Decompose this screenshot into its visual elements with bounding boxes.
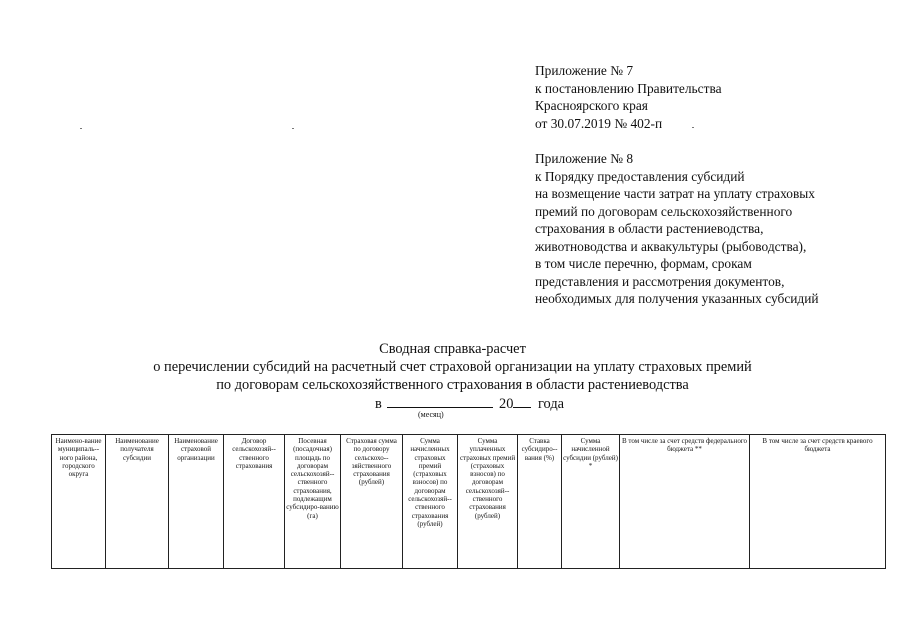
header-regional-budget: В том числе за счет средств краевого бюджета xyxy=(750,435,886,569)
appendix-8-block xyxy=(535,150,895,308)
header-sown-area: Посевная (посадочная) площадь по договорам сельскохозяй-ственного страхования, подлежащим субсидиро-ванию (га) xyxy=(285,435,341,569)
summary-table xyxy=(51,434,886,569)
document-title: Сводная справка-расчет xyxy=(379,341,526,357)
period-line xyxy=(375,394,564,413)
appendix-8-line: на возмещение части затрат на уплату страховых xyxy=(535,186,815,201)
document-subtitle-line-1: о перечислении субсидий на расчетный счет страховой организации на уплату страховых премий xyxy=(153,359,752,375)
period-prefix: в xyxy=(375,396,382,412)
scan-speck xyxy=(80,128,82,129)
header-recipient: Наименование получателя субсидии xyxy=(106,435,169,569)
appendix-8-line: страхования в области растениеводства, xyxy=(535,221,764,236)
appendix-7-line: Красноярского края xyxy=(535,98,648,113)
header-insurer: Наименование страховой организации xyxy=(169,435,224,569)
header-contract: Договор сельскохозяй-ственного страхования xyxy=(224,435,285,569)
month-blank-field[interactable] xyxy=(387,394,493,408)
appendix-8-line: Приложение № 8 xyxy=(535,151,634,166)
appendix-8-line: необходимых для получения указанных субсидий xyxy=(535,291,819,306)
header-federal-budget: В том числе за счет средств федерального бюджета ** xyxy=(620,435,750,569)
month-hint: (месяц) xyxy=(418,410,444,419)
year-prefix: 20 xyxy=(499,396,514,412)
scan-speck xyxy=(692,127,694,128)
header-paid-premiums: Сумма уплаченных страховых премий (страховых взносов) по договорам сельскохозяй-ственного страхования (рублей) xyxy=(458,435,518,569)
year-blank-field[interactable] xyxy=(513,394,531,408)
appendix-7-line: к постановлению Правительства xyxy=(535,80,722,96)
document-subtitle-line-2: по договорам сельскохозяйственного страхования в области растениеводства xyxy=(216,377,689,393)
header-municipality: Наимено-вание муниципаль-ного района, городского округа xyxy=(52,435,106,569)
appendix-7-line: от 30.07.2019 № 402-п xyxy=(535,115,663,131)
appendix-8-line: представления и рассмотрения документов, xyxy=(535,273,785,289)
scan-speck xyxy=(292,128,294,129)
appendix-7-line: Приложение № 7 xyxy=(535,63,634,78)
header-insured-sum: Страховая сумма по договору сельскохо-зяйственного страхования (рублей) xyxy=(341,435,403,569)
header-accrued-premiums: Сумма начисленных страховых премий (страховых взносов) по договорам сельскохозяй-ственного страхования (рублей) xyxy=(403,435,458,569)
period-suffix: года xyxy=(538,396,565,412)
table-header-row xyxy=(52,435,886,569)
appendix-8-line: в том числе перечню, формам, срокам xyxy=(535,256,752,271)
appendix-8-line: животноводства и аквакультуры (рыбоводства), xyxy=(535,238,807,254)
header-subsidy-rate: Ставка субсидиро-вания (%) xyxy=(518,435,562,569)
appendix-8-line: премий по договорам сельскохозяйственного xyxy=(535,203,793,219)
header-subsidy-amount: Сумма начисленной субсидии (рублей) * xyxy=(562,435,620,569)
appendix-7-block xyxy=(535,62,895,132)
appendix-8-line: к Порядку предоставления субсидий xyxy=(535,168,745,184)
